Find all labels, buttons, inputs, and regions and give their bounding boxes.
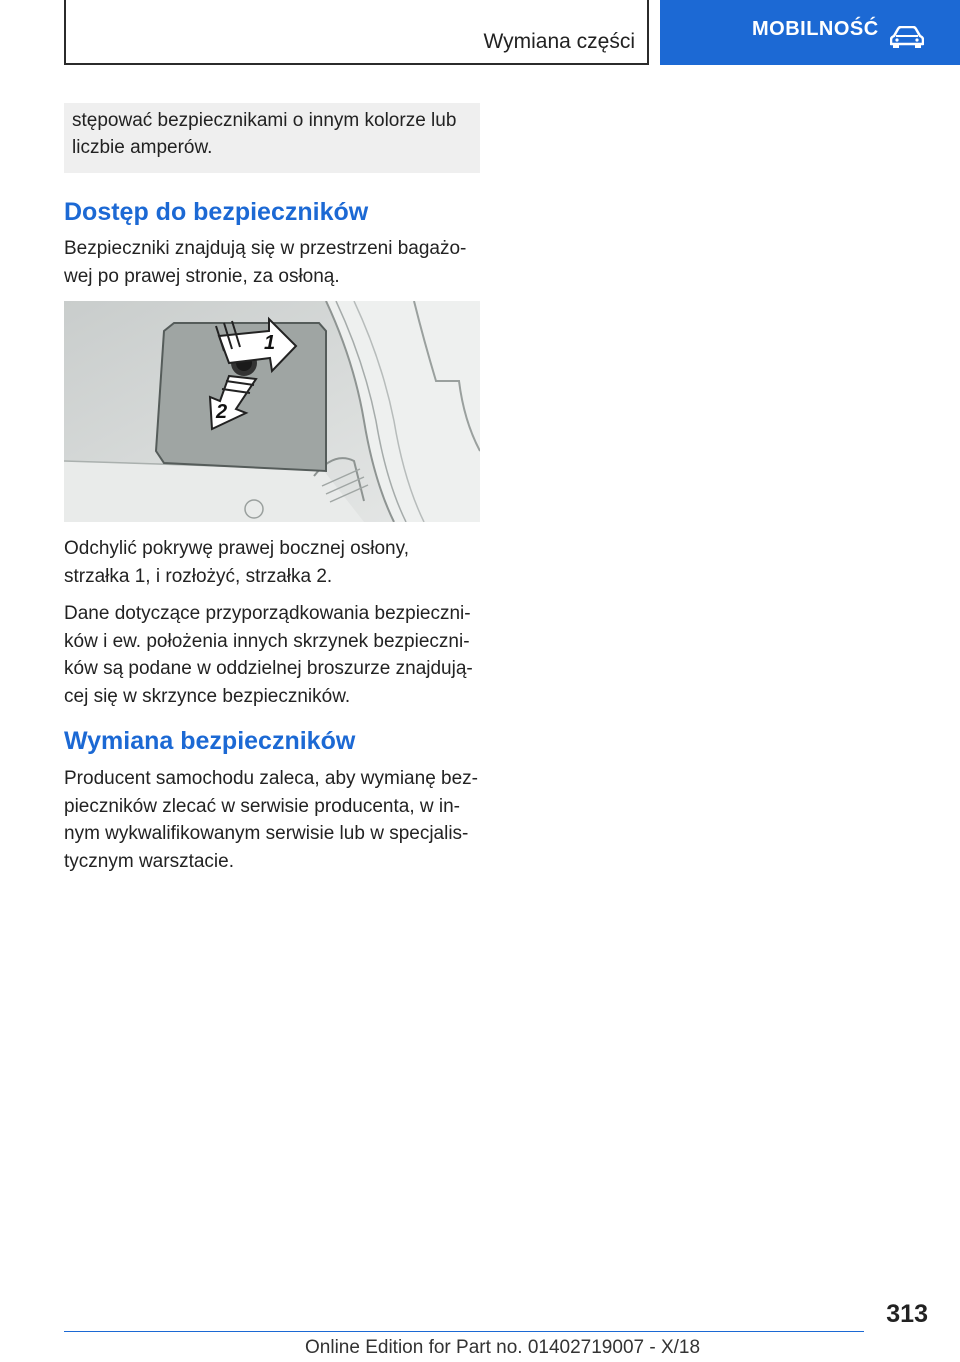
heading-fuse-access: Dostęp do bezpieczników bbox=[64, 198, 369, 226]
text-line: Producent samochodu zaleca, aby wymianę bez- bbox=[64, 768, 479, 789]
section-title: Wymiana części bbox=[483, 30, 635, 53]
heading-fuse-replacement: Wymiana bezpieczników bbox=[64, 727, 356, 755]
chapter-tab-label: MOBILNOŚĆ bbox=[752, 18, 879, 40]
info-paragraph bbox=[64, 600, 484, 710]
edition-footer: Online Edition for Part no. 01402719007 - X/18 bbox=[305, 1337, 701, 1358]
text-line: strzałka 1, i rozłożyć, strzałka 2. bbox=[64, 565, 333, 587]
text-line: nym wykwalifikowanym serwisie lub w specjalis- bbox=[64, 823, 469, 844]
text-line: ków są podane w oddzielnej broszurze znajdują- bbox=[64, 658, 473, 679]
text-line: pieczników zlecać w serwisie producenta, w in- bbox=[64, 795, 460, 817]
intro-paragraph bbox=[64, 235, 484, 290]
page-number: 313 bbox=[886, 1300, 928, 1328]
text-line: Bezpieczniki znajdują się w przestrzeni bagażo- bbox=[64, 238, 467, 259]
text-line: cej się w skrzynce bezpieczników. bbox=[64, 685, 351, 707]
header-section-box bbox=[64, 0, 649, 65]
text-line: Dane dotyczące przyporządkowania bezpieczni- bbox=[64, 603, 471, 624]
note-box bbox=[64, 103, 480, 173]
note-line: liczbie amperów. bbox=[72, 137, 213, 158]
chapter-tab[interactable] bbox=[660, 0, 960, 65]
step-paragraph bbox=[64, 535, 484, 590]
fuse-cover-illustration bbox=[64, 301, 480, 522]
note-line: stępować bezpiecznikami o innym kolorze lub bbox=[72, 110, 457, 131]
text-line: wej po prawej stronie, za osłoną. bbox=[64, 265, 340, 287]
arrow-1-label: 1 bbox=[264, 332, 276, 354]
replacement-paragraph bbox=[64, 765, 484, 875]
text-line: ków i ew. położenia innych skrzynek bezpieczni- bbox=[64, 630, 470, 652]
text-line: tycznym warsztacie. bbox=[64, 850, 234, 872]
arrow-2-label: 2 bbox=[216, 401, 228, 423]
car-icon bbox=[890, 26, 924, 48]
footer-divider bbox=[64, 1331, 864, 1332]
text-line: Odchylić pokrywę prawej bocznej osłony, bbox=[64, 538, 409, 559]
